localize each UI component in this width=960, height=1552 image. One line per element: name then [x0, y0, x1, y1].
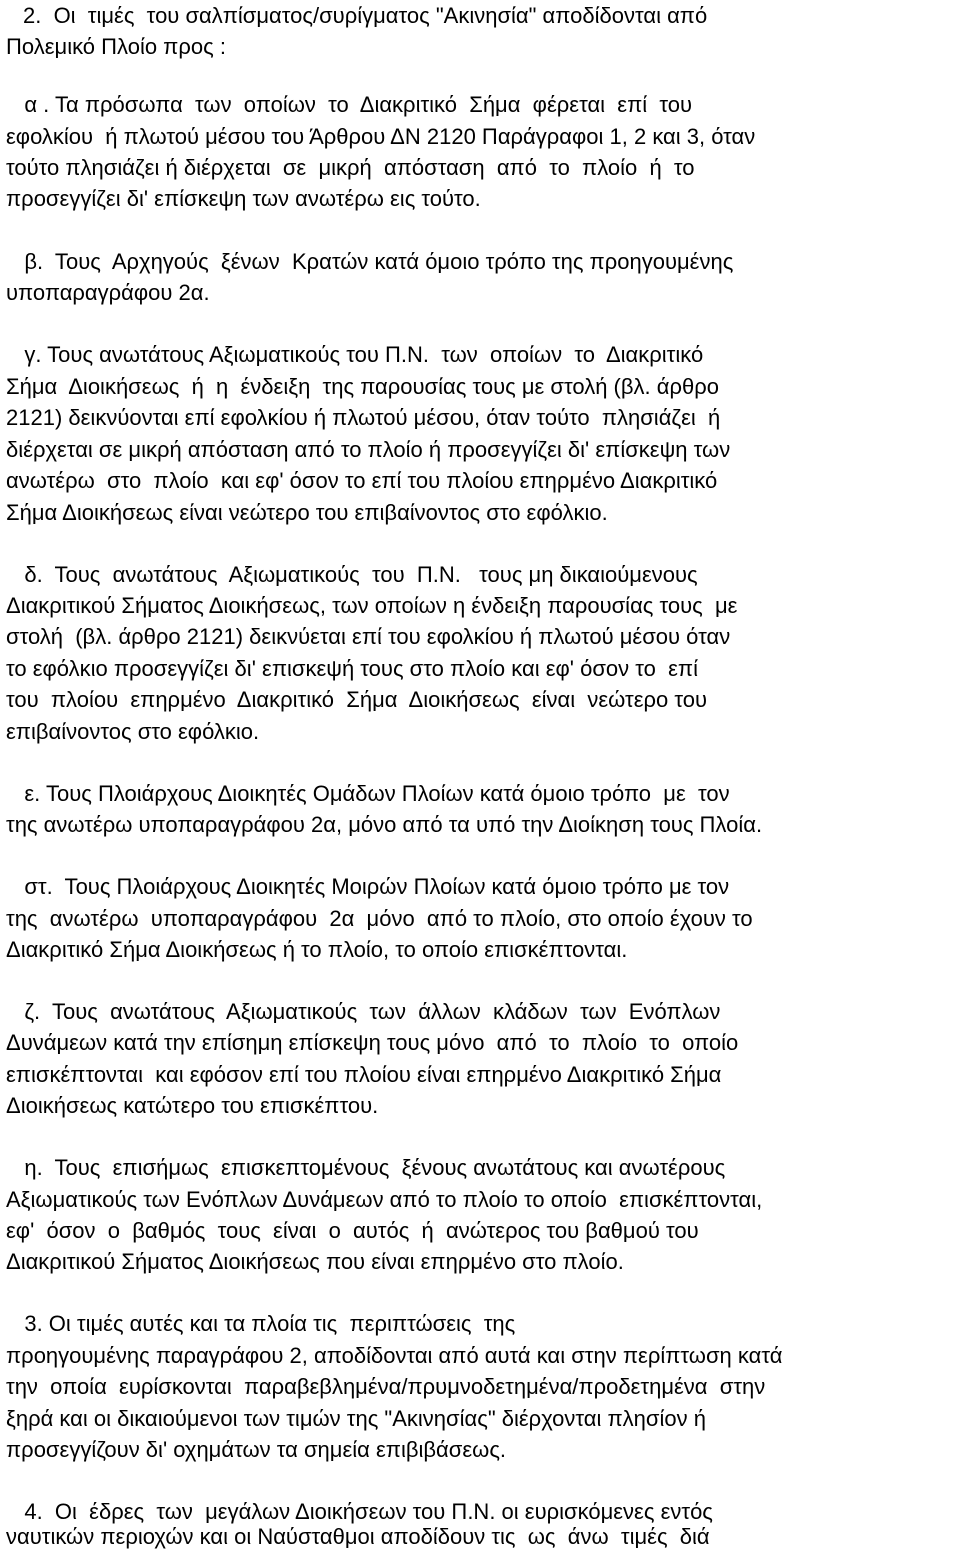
text-line: επιβαίνοντος στο εφόλκιο.	[6, 719, 260, 744]
text-line: στ. Τους Πλοιάρχους Διοικητές Μοιρών Πλοίων κατά όμοιο τρόπο με τον	[6, 874, 730, 899]
text-line: ζ. Τους ανωτάτους Αξιωματικούς των άλλων κλάδων των Ενόπλων	[6, 999, 721, 1024]
text-line: Δυνάμεων κατά την επίσημη επίσκεψη τους μόνο από το πλοίο το οποίο	[6, 1030, 739, 1055]
text-line: ανωτέρω στο πλοίο και εφ' όσον το επί του πλοίου επηρμένο Διακριτικό	[6, 468, 718, 493]
text-line: διέρχεται σε μικρή απόσταση από το πλοίο ή προσεγγίζει δι' επίσκεψη των	[6, 437, 731, 462]
text-line: επισκέπτονται και εφόσον επί του πλοίου είναι επηρμένο Διακριτικό Σήμα	[6, 1062, 722, 1087]
text-line: τούτο πλησιάζει ή διέρχεται σε μικρή απόσταση από το πλοίο ή το	[6, 155, 695, 180]
text-line: ναυτικών περιοχών και οι Ναύσταθμοι αποδίδουν τις ως άνω τιμές διά	[6, 1524, 710, 1549]
text-line: Διακριτικού Σήματος Διοικήσεως που είναι επηρμένο στο πλοίο.	[6, 1249, 624, 1274]
text-line: Διακριτικό Σήμα Διοικήσεως ή το πλοίο, το οποίο επισκέπτονται.	[6, 937, 628, 962]
text-line: Πολεμικό Πλοίο προς :	[6, 34, 226, 59]
text-line: προσεγγίζουν δι' οχημάτων τα σημεία επιβιβάσεως.	[6, 1437, 507, 1462]
text-line: 2. Οι τιμές του σαλπίσματος/συρίγματος "Ακινησία" αποδίδονται από	[23, 3, 708, 28]
text-line: στολή (βλ. άρθρο 2121) δεικνύεται επί του εφολκίου ή πλωτού μέσου όταν	[6, 624, 731, 649]
text-line: Σήμα Διοικήσεως ή η ένδειξη της παρουσίας τους με στολή (βλ. άρθρο	[6, 374, 719, 399]
text-line: της ανωτέρω υποπαραγράφου 2α μόνο από το πλοίο, στο οποίο έχουν το	[6, 906, 753, 931]
text-line: το εφόλκιο προσεγγίζει δι' επισκεψή τους στο πλοίο και εφ' όσον το επί	[6, 656, 698, 681]
text-line: γ. Τους ανωτάτους Αξιωματικούς του Π.Ν. των οποίων το Διακριτικό	[6, 342, 704, 367]
text-line: Σήμα Διοικήσεως είναι νεώτερο του επιβαίνοντος στο εφόλκιο.	[6, 500, 608, 525]
text-line: 4. Οι έδρες των μεγάλων Διοικήσεων του Π.Ν. οι ευρισκόμενες εντός	[6, 1499, 713, 1524]
text-line: εφολκίου ή πλωτού μέσου του Άρθρου ΔΝ 2120 Παράγραφοι 1, 2 και 3, όταν	[6, 124, 756, 149]
text-line: 3. Οι τιμές αυτές και τα πλοία τις περιπτώσεις της	[6, 1311, 516, 1336]
text-line: την οποία ευρίσκονται παραβεβλημένα/πρυμνοδετημένα/προδετημένα στην	[6, 1374, 766, 1399]
text-line: προηγουμένης παραγράφου 2, αποδίδονται από αυτά και στην περίπτωση κατά	[6, 1343, 783, 1368]
text-line: ε. Τους Πλοιάρχους Διοικητές Ομάδων Πλοίων κατά όμοιο τρόπο με τον	[6, 781, 730, 806]
text-line: της ανωτέρω υποπαραγράφου 2α, μόνο από τα υπό την Διοίκηση τους Πλοία.	[6, 812, 763, 837]
text-line: α . Τα πρόσωπα των οποίων το Διακριτικό Σήμα φέρεται επί του	[6, 92, 693, 117]
text-line: εφ' όσον ο βαθμός τους είναι ο αυτός ή ανώτερος του βαθμού του	[6, 1218, 699, 1243]
text-line: η. Τους επισήμως επισκεπτομένους ξένους ανωτάτους και ανωτέρους	[6, 1155, 726, 1180]
text-line: δ. Τους ανωτάτους Αξιωματικούς του Π.Ν. τους μη δικαιούμενους	[6, 562, 698, 587]
text-line: Διακριτικού Σήματος Διοικήσεως, των οποίων η ένδειξη παρουσίας τους με	[6, 593, 738, 618]
text-line: του πλοίου επηρμένο Διακριτικό Σήμα Διοικήσεως είναι νεώτερο του	[6, 687, 708, 712]
text-line: β. Τους Αρχηγούς ξένων Κρατών κατά όμοιο τρόπο της προηγουμένης	[6, 249, 734, 274]
text-line: προσεγγίζει δι' επίσκεψη των ανωτέρω εις τούτο.	[6, 186, 481, 211]
text-line: ξηρά και οι δικαιούμενοι των τιμών της "Ακινησίας" διέρχονται πλησίον ή	[6, 1406, 706, 1431]
text-line: 2121) δεικνύονται επί εφολκίου ή πλωτού μέσου, όταν τούτο πλησιάζει ή	[6, 405, 721, 430]
text-line: υποπαραγράφου 2α.	[6, 280, 210, 305]
text-line: Αξιωματικούς των Ενόπλων Δυνάμεων από το πλοίο το οποίο επισκέπτονται,	[6, 1187, 763, 1212]
text-line: Διοικήσεως κατώτερο του επισκέπτου.	[6, 1093, 379, 1118]
